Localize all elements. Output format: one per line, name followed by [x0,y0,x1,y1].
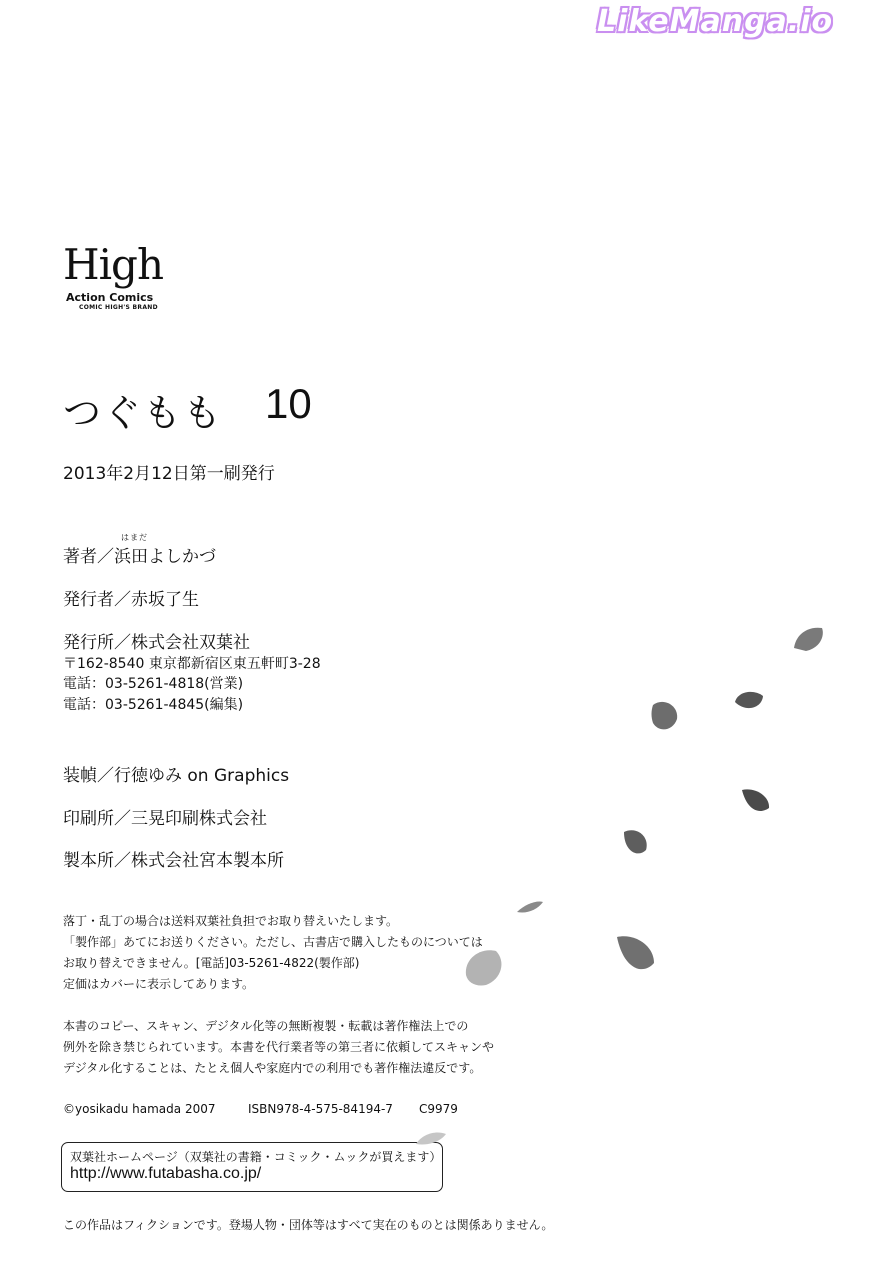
watermark-logo: LikeManga.io [597,4,834,39]
copyright-law-notice-line: 例外を除き禁じられています。本書を代行業者等の第三者に依頼してスキャンや [63,1040,495,1054]
copyright-line: ©yosikadu hamada 2007 [63,1102,216,1116]
petal-icon [515,898,545,916]
book-title: つぐもも [63,391,224,435]
publication-date: 2013年2月12日第一刷発行 [63,464,275,484]
returns-notice-line: 「製作部」あてにお送りください。ただし、古書店で購入したものについては [63,935,483,949]
printer-credit: 印刷所／三晃印刷株式会社 [63,809,267,829]
homepage-url[interactable]: http://www.futabasha.co.jp/ [70,1165,262,1182]
isbn: ISBN978-4-575-84194-7 [248,1102,393,1116]
petal-icon [792,624,826,654]
copyright-law-notice-line: 本書のコピー、スキャン、デジタル化等の無断複製・転載は著作権法上での [63,1019,469,1033]
petal-icon [732,688,766,714]
design-credit: 装幀／行徳ゆみ on Graphics [63,766,290,786]
publisher-credit: 発行所／株式会社双葉社 [63,633,250,653]
returns-notice-line: お取り替えできません。[電話]03-5261-4822(製作部) [63,956,360,970]
imprint-logo-title: High [63,240,163,289]
book-volume: 10 [265,380,312,427]
petal-icon [414,1128,448,1148]
petal-icon [614,933,658,977]
imprint-logo-subtitle: Action Comics [66,291,154,304]
petal-icon [649,697,683,735]
returns-notice-line: 落丁・乱丁の場合は送料双葉社負担でお取り替えいたします。 [63,914,399,928]
imprint-logo-tagline: COMIC HIGH'S BRAND [79,304,158,311]
publisher-address: 〒162-8540 東京都新宿区東五軒町3-28 [63,656,321,672]
phone-editorial: 電話：03-5261-4845(編集) [63,697,244,713]
author-credit: 著者／浜田よしかづ [63,547,216,567]
petal-icon [462,945,508,987]
returns-notice-line: 定価はカバーに表示してあります。 [63,977,255,991]
copyright-law-notice-line: デジタル化することは、たとえ個人や家庭内での利用でも著作権法違反です。 [63,1061,482,1075]
binder-credit: 製本所／株式会社宮本製本所 [63,851,284,871]
publisher-person-credit: 発行者／赤坂了生 [63,590,199,610]
fiction-disclaimer: この作品はフィクションです。登場人物・団体等はすべて実在のものとは関係ありません。 [63,1218,554,1232]
phone-sales: 電話：03-5261-4818(営業) [63,676,244,692]
petal-icon [739,786,773,816]
homepage-label: 双葉社ホームページ（双葉社の書籍・コミック・ムックが買えます） [70,1150,442,1164]
petal-icon [620,826,652,858]
classification-code: C9979 [419,1102,458,1116]
author-ruby: はまだ [121,533,148,542]
